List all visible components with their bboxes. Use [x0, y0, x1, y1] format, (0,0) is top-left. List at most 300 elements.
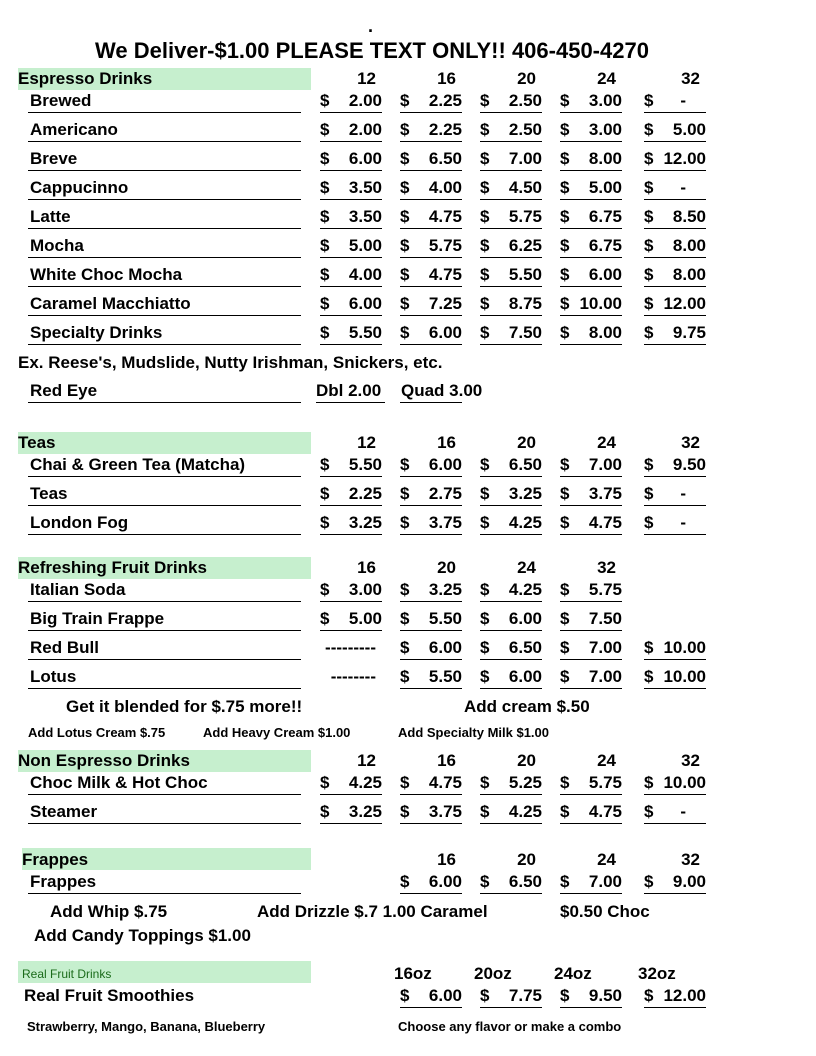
price-amount: 5.25 [508, 773, 542, 792]
currency-symbol: $ [644, 513, 654, 532]
currency-symbol: $ [480, 91, 490, 110]
price-underline [400, 112, 462, 113]
price-amount: 3.25 [348, 802, 382, 821]
choc-note: $0.50 Choc [560, 902, 650, 921]
size-20oz: 20oz [474, 964, 512, 983]
price-underline [400, 315, 462, 316]
currency-symbol: $ [480, 986, 490, 1005]
price-amount: 8.00 [588, 149, 622, 168]
currency-symbol: $ [320, 455, 330, 474]
currency-symbol: $ [400, 294, 410, 313]
currency-symbol: $ [560, 120, 570, 139]
price-amount: 5.50 [348, 323, 382, 342]
size-16: 16 [437, 69, 456, 88]
price-underline [400, 141, 462, 142]
currency-symbol: $ [400, 120, 410, 139]
specialty-note: Ex. Reese's, Mudslide, Nutty Irishman, Snickers, etc. [18, 353, 443, 372]
price-underline [480, 344, 542, 345]
fruit-item-underline [28, 659, 301, 660]
currency-symbol: $ [400, 667, 410, 686]
currency-symbol: $ [644, 667, 654, 686]
currency-symbol: $ [644, 484, 654, 503]
price-amount: 6.50 [508, 455, 542, 474]
price-underline [480, 688, 542, 689]
espresso-item-underline [28, 199, 301, 200]
currency-symbol: $ [400, 207, 410, 226]
price-underline [560, 505, 622, 506]
price-amount: 3.00 [588, 120, 622, 139]
price-amount: 5.00 [588, 178, 622, 197]
teas-item-label: London Fog [30, 513, 129, 532]
price-underline [560, 893, 622, 894]
currency-symbol: $ [400, 513, 410, 532]
price-underline [480, 601, 542, 602]
price-amount: 3.00 [348, 580, 382, 599]
size-24: 24 [597, 751, 616, 770]
price-amount: 8.75 [508, 294, 542, 313]
currency-symbol: $ [480, 513, 490, 532]
price-amount: 6.00 [348, 294, 382, 313]
price-amount: 3.50 [348, 178, 382, 197]
price-amount: 5.50 [428, 667, 462, 686]
not-available-dash: --------- [325, 638, 376, 657]
price-underline [560, 315, 622, 316]
price-amount: 6.00 [588, 265, 622, 284]
size-16oz: 16oz [394, 964, 432, 983]
non-espresso-item-underline [28, 794, 301, 795]
price-amount: 6.50 [428, 149, 462, 168]
price-underline [480, 893, 542, 894]
price-amount: 5.50 [508, 265, 542, 284]
price-underline [644, 199, 706, 200]
size-16: 16 [437, 433, 456, 452]
size-24: 24 [517, 558, 536, 577]
price-amount: 3.00 [588, 91, 622, 110]
currency-symbol: $ [320, 265, 330, 284]
price-amount: 4.25 [348, 773, 382, 792]
price-underline [320, 630, 382, 631]
add-candy-note: Add Candy Toppings $1.00 [34, 926, 251, 945]
price-amount: 3.75 [428, 802, 462, 821]
price-underline [400, 601, 462, 602]
price-amount: 6.25 [508, 236, 542, 255]
price-underline [400, 893, 462, 894]
price-underline [400, 344, 462, 345]
price-underline [480, 659, 542, 660]
add-specialty-note: Add Specialty Milk $1.00 [398, 725, 550, 740]
frappes-title: Frappes [22, 850, 89, 869]
currency-symbol: $ [480, 455, 490, 474]
currency-symbol: $ [400, 609, 410, 628]
currency-symbol: $ [320, 149, 330, 168]
currency-symbol: $ [400, 178, 410, 197]
price-amount: 7.25 [428, 294, 462, 313]
price-underline [320, 315, 382, 316]
delivery-header: We Deliver-$1.00 PLEASE TEXT ONLY!! 406-450-4270 [95, 38, 649, 63]
red-eye-underline [28, 402, 301, 403]
red-eye-dbl: Dbl 2.00 [316, 381, 382, 400]
price-amount: 2.50 [508, 91, 542, 110]
price-underline [320, 170, 382, 171]
price-amount: 8.00 [672, 265, 706, 284]
non-espresso-item-underline [28, 823, 301, 824]
not-available-dash: -------- [330, 667, 376, 686]
espresso-item-underline [28, 286, 301, 287]
teas-band [18, 432, 311, 454]
price-underline [560, 257, 622, 258]
currency-symbol: $ [560, 580, 570, 599]
currency-symbol: $ [644, 638, 654, 657]
currency-symbol: $ [644, 91, 654, 110]
price-underline [400, 286, 462, 287]
teas-item-underline [28, 476, 301, 477]
espresso-item-label: Mocha [30, 236, 84, 255]
currency-symbol: $ [644, 120, 654, 139]
price-amount: 6.00 [508, 609, 542, 628]
price-amount: 6.00 [428, 638, 462, 657]
price-amount: 3.25 [428, 580, 462, 599]
fruit-title: Refreshing Fruit Drinks [18, 558, 207, 577]
price-amount: 5.00 [348, 609, 382, 628]
currency-symbol: $ [320, 294, 330, 313]
currency-symbol: $ [644, 236, 654, 255]
price-underline [480, 630, 542, 631]
currency-symbol: $ [560, 91, 570, 110]
real-fruit-title: Real Fruit Drinks [22, 967, 112, 981]
price-underline [480, 170, 542, 171]
price-amount: 2.00 [348, 91, 382, 110]
size-20: 20 [517, 433, 536, 452]
price-underline [480, 257, 542, 258]
price-underline [560, 534, 622, 535]
espresso-item-label: Cappucinno [30, 178, 129, 197]
currency-symbol: $ [644, 872, 654, 891]
size-32: 32 [681, 69, 700, 88]
currency-symbol: $ [320, 484, 330, 503]
price-underline [644, 534, 706, 535]
price-underline [560, 688, 622, 689]
price-amount: 6.00 [428, 872, 462, 891]
price-amount: 3.25 [348, 513, 382, 532]
price-amount: 2.75 [428, 484, 462, 503]
currency-symbol: $ [560, 149, 570, 168]
currency-symbol: $ [560, 667, 570, 686]
price-amount: 5.75 [588, 773, 622, 792]
frappes-item-underline [28, 893, 301, 894]
price-underline [400, 1007, 462, 1008]
price-amount: - [680, 802, 686, 821]
price-amount: 10.00 [663, 667, 706, 686]
price-underline [644, 893, 706, 894]
price-amount: 4.75 [428, 265, 462, 284]
price-amount: 6.00 [508, 667, 542, 686]
currency-symbol: $ [400, 149, 410, 168]
espresso-item-underline [28, 344, 301, 345]
price-amount: 5.75 [428, 236, 462, 255]
currency-symbol: $ [560, 294, 570, 313]
size-32: 32 [681, 850, 700, 869]
combo-note: Choose any flavor or make a combo [398, 1019, 622, 1034]
size-32oz: 32oz [638, 964, 676, 983]
price-underline [644, 141, 706, 142]
currency-symbol: $ [560, 207, 570, 226]
price-amount: 7.50 [588, 609, 622, 628]
currency-symbol: $ [400, 484, 410, 503]
red-eye-dbl-underline [316, 402, 385, 403]
currency-symbol: $ [560, 986, 570, 1005]
blended-note: Get it blended for $.75 more!! [66, 697, 303, 716]
currency-symbol: $ [480, 872, 490, 891]
price-underline [644, 1007, 706, 1008]
price-underline [320, 344, 382, 345]
price-underline [560, 794, 622, 795]
currency-symbol: $ [320, 120, 330, 139]
price-amount: 5.50 [348, 455, 382, 474]
currency-symbol: $ [320, 773, 330, 792]
price-underline [560, 823, 622, 824]
currency-symbol: $ [644, 265, 654, 284]
add-lotus-note: Add Lotus Cream $.75 [28, 725, 166, 740]
espresso-title: Espresso Drinks [18, 69, 153, 88]
price-underline [560, 199, 622, 200]
size-32: 32 [681, 433, 700, 452]
price-amount: 6.75 [588, 207, 622, 226]
espresso-item-underline [28, 141, 301, 142]
price-underline [644, 112, 706, 113]
espresso-item-underline [28, 315, 301, 316]
espresso-item-underline [28, 112, 301, 113]
espresso-item-underline [28, 228, 301, 229]
currency-symbol: $ [480, 178, 490, 197]
price-amount: 7.00 [588, 872, 622, 891]
espresso-item-label: Americano [30, 120, 118, 139]
fruit-item-label: Big Train Frappe [30, 609, 165, 628]
price-amount: 8.00 [588, 323, 622, 342]
size-20: 20 [437, 558, 456, 577]
currency-symbol: $ [320, 91, 330, 110]
price-amount: 10.00 [663, 773, 706, 792]
price-underline [400, 534, 462, 535]
price-underline [560, 344, 622, 345]
price-underline [560, 170, 622, 171]
currency-symbol: $ [644, 323, 654, 342]
size-12: 12 [357, 69, 376, 88]
price-underline [320, 534, 382, 535]
currency-symbol: $ [644, 149, 654, 168]
espresso-item-label: Breve [30, 149, 78, 168]
currency-symbol: $ [644, 178, 654, 197]
size-24: 24 [597, 69, 616, 88]
price-underline [480, 534, 542, 535]
add-heavy-note: Add Heavy Cream $1.00 [203, 725, 351, 740]
price-underline [560, 476, 622, 477]
price-amount: 7.50 [508, 323, 542, 342]
price-underline [644, 286, 706, 287]
currency-symbol: $ [480, 265, 490, 284]
price-underline [320, 257, 382, 258]
teas-item-label: Chai & Green Tea (Matcha) [30, 455, 246, 474]
currency-symbol: $ [480, 667, 490, 686]
currency-symbol: $ [400, 455, 410, 474]
currency-symbol: $ [480, 609, 490, 628]
currency-symbol: $ [560, 178, 570, 197]
espresso-item-label: Caramel Macchiatto [30, 294, 191, 313]
currency-symbol: $ [560, 455, 570, 474]
price-underline [400, 228, 462, 229]
price-underline [644, 823, 706, 824]
price-amount: 4.75 [428, 207, 462, 226]
currency-symbol: $ [320, 207, 330, 226]
price-amount: 3.25 [508, 484, 542, 503]
teas-item-underline [28, 505, 301, 506]
currency-symbol: $ [480, 207, 490, 226]
price-amount: 4.25 [508, 513, 542, 532]
currency-symbol: $ [400, 872, 410, 891]
price-amount: 12.00 [663, 294, 706, 313]
size-32: 32 [597, 558, 616, 577]
currency-symbol: $ [400, 580, 410, 599]
currency-symbol: $ [560, 872, 570, 891]
price-underline [480, 823, 542, 824]
size-16: 16 [437, 751, 456, 770]
non-espresso-item-label: Steamer [30, 802, 98, 821]
price-underline [480, 199, 542, 200]
non-espresso-title: Non Espresso Drinks [18, 751, 190, 770]
currency-symbol: $ [400, 236, 410, 255]
red-eye-quad-underline [400, 402, 462, 403]
currency-symbol: $ [480, 773, 490, 792]
price-underline [320, 228, 382, 229]
currency-symbol: $ [480, 638, 490, 657]
currency-symbol: $ [560, 609, 570, 628]
price-underline [480, 112, 542, 113]
frappes-item-label: Frappes [30, 872, 97, 891]
espresso-item-underline [28, 170, 301, 171]
currency-symbol: $ [644, 207, 654, 226]
fruit-item-underline [28, 688, 301, 689]
espresso-item-label: Latte [30, 207, 71, 226]
price-underline [644, 659, 706, 660]
price-amount: - [680, 91, 686, 110]
price-amount: 6.00 [428, 323, 462, 342]
price-amount: 9.50 [588, 986, 622, 1005]
currency-symbol: $ [480, 580, 490, 599]
currency-symbol: $ [644, 773, 654, 792]
top-mark: . [368, 16, 374, 36]
price-amount: 2.25 [348, 484, 382, 503]
espresso-item-label: White Choc Mocha [30, 265, 183, 284]
real-fruit-smoothies-label: Real Fruit Smoothies [24, 986, 195, 1005]
size-16: 16 [437, 850, 456, 869]
price-underline [560, 1007, 622, 1008]
price-amount: 5.00 [348, 236, 382, 255]
espresso-item-label: Specialty Drinks [30, 323, 163, 342]
currency-symbol: $ [480, 323, 490, 342]
currency-symbol: $ [644, 802, 654, 821]
price-underline [560, 141, 622, 142]
price-amount: 7.00 [588, 667, 622, 686]
price-underline [400, 476, 462, 477]
price-underline [400, 257, 462, 258]
size-32: 32 [681, 751, 700, 770]
currency-symbol: $ [400, 802, 410, 821]
currency-symbol: $ [320, 802, 330, 821]
price-underline [480, 228, 542, 229]
price-amount: 7.00 [588, 638, 622, 657]
currency-symbol: $ [480, 236, 490, 255]
currency-symbol: $ [644, 986, 654, 1005]
size-24: 24 [597, 433, 616, 452]
currency-symbol: $ [400, 91, 410, 110]
currency-symbol: $ [320, 580, 330, 599]
flavors-note: Strawberry, Mango, Banana, Blueberry [27, 1019, 266, 1034]
price-amount: 7.75 [508, 986, 542, 1005]
fruit-item-underline [28, 601, 301, 602]
currency-symbol: $ [560, 265, 570, 284]
price-amount: 3.75 [588, 484, 622, 503]
price-amount: 9.50 [672, 455, 706, 474]
price-amount: 4.00 [428, 178, 462, 197]
price-amount: 2.50 [508, 120, 542, 139]
price-amount: 6.75 [588, 236, 622, 255]
price-underline [644, 170, 706, 171]
price-underline [480, 794, 542, 795]
price-underline [480, 505, 542, 506]
size-12: 12 [357, 433, 376, 452]
price-amount: 2.00 [348, 120, 382, 139]
price-underline [480, 315, 542, 316]
price-underline [320, 505, 382, 506]
non-espresso-item-label: Choc Milk & Hot Choc [30, 773, 208, 792]
price-amount: 5.00 [672, 120, 706, 139]
price-amount: 6.00 [428, 986, 462, 1005]
price-amount: - [680, 484, 686, 503]
price-underline [320, 476, 382, 477]
fruit-item-label: Lotus [30, 667, 77, 686]
currency-symbol: $ [560, 484, 570, 503]
currency-symbol: $ [400, 638, 410, 657]
price-amount: 9.00 [672, 872, 706, 891]
currency-symbol: $ [560, 773, 570, 792]
price-amount: 4.25 [508, 580, 542, 599]
price-amount: 8.50 [672, 207, 706, 226]
fruit-item-label: Italian Soda [30, 580, 126, 599]
price-underline [644, 257, 706, 258]
price-amount: 5.50 [428, 609, 462, 628]
currency-symbol: $ [320, 236, 330, 255]
currency-symbol: $ [400, 265, 410, 284]
price-underline [320, 823, 382, 824]
add-drizzle-note: Add Drizzle $.7 1.00 Caramel [257, 902, 488, 921]
price-underline [320, 601, 382, 602]
price-underline [480, 141, 542, 142]
price-underline [560, 601, 622, 602]
teas-title: Teas [18, 433, 56, 452]
fruit-item-underline [28, 630, 301, 631]
price-amount: 12.00 [663, 149, 706, 168]
currency-symbol: $ [320, 513, 330, 532]
price-underline [560, 286, 622, 287]
price-amount: - [680, 513, 686, 532]
currency-symbol: $ [480, 802, 490, 821]
price-underline [320, 112, 382, 113]
size-16: 16 [357, 558, 376, 577]
red-eye-quad: Quad 3.00 [401, 381, 483, 400]
currency-symbol: $ [400, 323, 410, 342]
price-amount: - [680, 178, 686, 197]
price-amount: 10.00 [663, 638, 706, 657]
price-underline [320, 286, 382, 287]
